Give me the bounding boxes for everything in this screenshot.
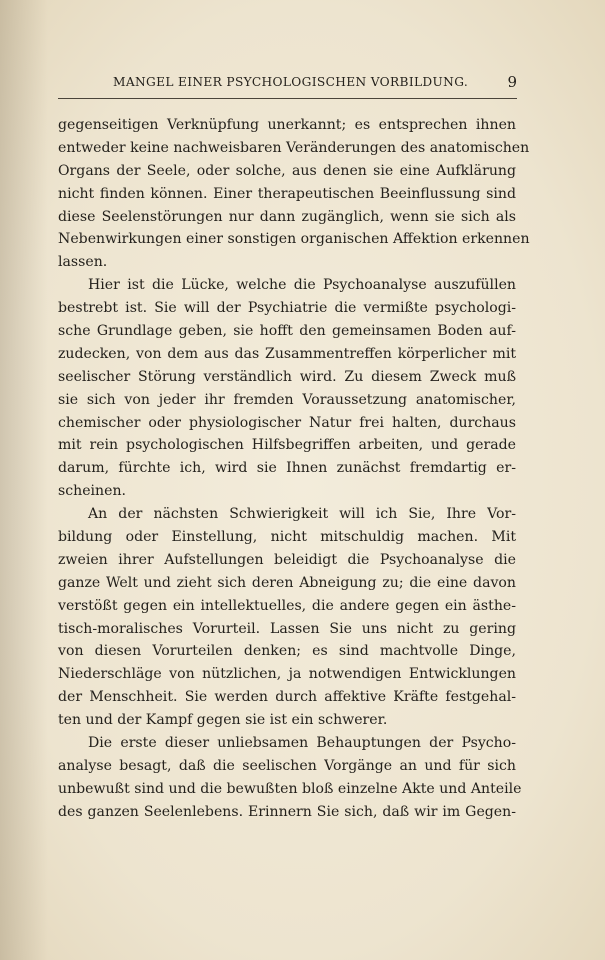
text-line: scheinen.: [58, 483, 127, 500]
text-line: gegenseitigen Verknüpfung unerkannt; es entsprechen ihnen: [58, 117, 516, 133]
body-text: [58, 114, 530, 824]
text-line: diese Seelenstörungen nur dann zugänglich, wenn sie sich als: [58, 208, 516, 225]
text-line: lassen.: [58, 254, 108, 271]
text-line: Hier ist die Lücke, welche die Psychoanalyse auszufüllen: [88, 277, 516, 294]
text-line: des ganzen Seelenlebens. Erinnern Sie sich, daß wir im Gegen-: [58, 803, 516, 820]
text-line: bildung oder Einstellung, nicht mitschuldig machen. Mit: [58, 529, 516, 546]
text-line: Die erste dieser unliebsamen Behauptungen der Psycho-: [88, 735, 516, 752]
text-line: Nebenwirkungen einer sonstigen organischen Affektion erkennen: [58, 231, 530, 248]
text-line: Niederschläge von nützlichen, ja notwendigen Entwicklungen: [58, 666, 516, 683]
text-line: der Menschheit. Sie werden durch affektive Kräfte festgehal-: [58, 689, 516, 706]
text-line: sche Grundlage geben, sie hofft den gemeinsamen Boden auf-: [58, 323, 516, 340]
text-line: seelischer Störung verständlich wird. Zu diesem Zweck muß: [58, 368, 516, 385]
text-line: Organs der Seele, oder solche, aus denen sie eine Aufklärung: [58, 162, 516, 179]
header-rule: [58, 98, 517, 99]
text-line: zweien ihrer Aufstellungen beleidigt die Psychoanalyse die: [58, 551, 516, 568]
text-line: ganze Welt und zieht sich deren Abneigung zu; die eine davon: [58, 574, 516, 591]
text-line: ten und der Kampf gegen sie ist ein schwerer.: [58, 712, 388, 729]
text-line: bestrebt ist. Sie will der Psychiatrie die vermißte psychologi-: [58, 300, 516, 317]
text-line: von diesen Vorurteilen denken; es sind machtvolle Dinge,: [58, 643, 516, 660]
text-line: darum, fürchte ich, wird sie Ihnen zunächst fremdartig er-: [58, 460, 516, 477]
text-line: analyse besagt, daß die seelischen Vorgänge an und für sich: [58, 757, 516, 774]
text-line: mit rein psychologischen Hilfsbegriffen arbeiten, und gerade: [58, 437, 516, 454]
text-line: chemischer oder physiologischer Natur frei halten, durchaus: [58, 414, 516, 431]
page-header: [113, 73, 517, 97]
text-line: entweder keine nachweisbaren Veränderungen des anatomischen: [58, 139, 530, 156]
text-line: unbewußt sind und die bewußten bloß einzelne Akte und Anteile: [58, 780, 522, 797]
gutter-shadow: [0, 0, 48, 960]
running-head: MANGEL EINER PSYCHOLOGISCHEN VORBILDUNG.: [113, 75, 469, 89]
text-line: sie sich von jeder ihr fremden Voraussetzung anatomischer,: [58, 391, 516, 408]
page-number: 9: [507, 73, 517, 91]
text-line: zudecken, von dem aus das Zusammentreffen körperlicher mit: [58, 345, 516, 362]
text-line: nicht finden können. Einer therapeutischen Beeinflussung sind: [58, 185, 516, 202]
text-line: An der nächsten Schwierigkeit will ich Sie, Ihre Vor-: [88, 506, 516, 523]
text-line: tisch-moralisches Vorurteil. Lassen Sie uns nicht zu gering: [58, 620, 516, 637]
text-line: verstößt gegen ein intellektuelles, die andere gegen ein ästhe-: [58, 597, 516, 614]
